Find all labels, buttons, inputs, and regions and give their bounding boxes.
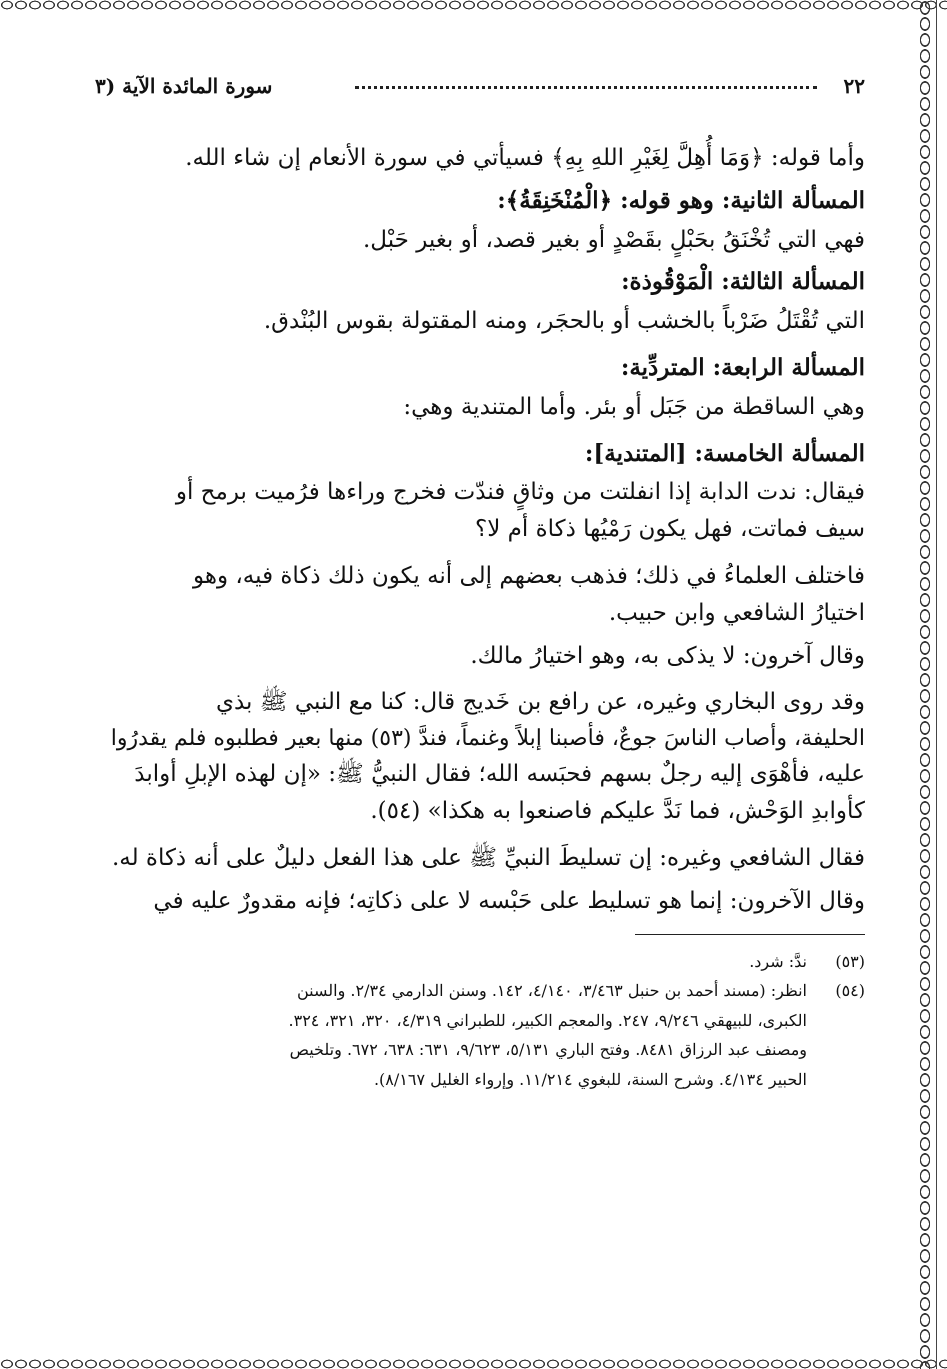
page-border-right: [919, 0, 931, 1369]
running-title: سورة المائدة الآية (٣: [95, 74, 273, 98]
text-line: فهي التي تُخْنَقُ بحَبْلٍ بقَصْدٍ أو بغير قصد، أو بغير حَبْل.: [363, 226, 865, 253]
section-heading: [95, 183, 865, 220]
text-line: وهي الساقطة من جَبَل أو بئر. وأما المتندية وهي:: [403, 393, 865, 420]
text-line: وأما قوله: ﴿وَمَا أُهِلَّ لِغَيْرِ اللهِ بِهِ﴾ فسيأتي في سورة الأنعام إن شاء الله.: [185, 145, 865, 171]
page-border-bottom: [0, 1359, 947, 1369]
book-page: [95, 60, 865, 1350]
text-line: المسألة الثالثة: الْمَوْقُوذة:: [621, 268, 865, 296]
footnote: [95, 947, 865, 977]
text-line: التي تُقْتَلُ ضَرْباً بالخشب أو بالحجَر، ومنه المقتولة بقوس البُنْدق.: [263, 308, 865, 335]
paragraph: [95, 638, 865, 675]
text-line: المسألة الخامسة: [المتندية]:: [584, 439, 865, 467]
page-number: ٢٢: [843, 74, 865, 98]
section-heading: [95, 264, 865, 301]
page-border-edge: [936, 0, 941, 1369]
text-line: عليه، فأهْوَى إليه رجلٌ بسهم فحبَسه الله؛ فقال النبيُّ ﷺ: «إن لهذه الإبلِ أوابدَ: [134, 761, 865, 788]
text-line: سيف فماتت، فهل يكون رَمْيُها ذكاة أم لا؟: [475, 516, 865, 543]
paragraph: [95, 140, 865, 177]
footnote-text: [95, 976, 807, 1094]
paragraph: [95, 684, 865, 830]
footnotes: [95, 947, 865, 1095]
section-heading: [95, 436, 865, 473]
footnote-text: [95, 947, 807, 977]
text-line: اختيارُ الشافعي وابن حبيب.: [608, 599, 865, 626]
footnote-line: انظر: (مسند أحمد بن حنبل ٣/٤٦٣، ٤/١٤٠، ١٤٢. وسنن الدارمي ٢/٣٤. والسنن: [296, 981, 807, 1001]
footnote-number: (٥٣): [835, 951, 865, 971]
dotted-leader: [355, 86, 817, 89]
paragraph: [95, 303, 865, 340]
section-heading: [95, 350, 865, 387]
paragraph: [95, 558, 865, 632]
text-line: فيقال: ندت الدابة إذا انفلتت من وثاقٍ فندّت فخرج وراءها فرُميت برمح أو: [175, 479, 865, 506]
main-text: [95, 140, 865, 920]
footnote-number: (٥٤): [835, 981, 865, 1001]
text-line: وقد روى البخاري وغيره، عن رافع بن خَديج قال: كنا مع النبي ﷺ بذي: [215, 689, 865, 716]
footnote-line: ندَّ: شرد.: [749, 951, 807, 971]
text-line: فاختلف العلماءُ في ذلك؛ فذهب بعضهم إلى أنه يكون ذلك ذكاة فيه، وهو: [192, 562, 865, 589]
text-line: المسألة الرابعة: المتردِّية:: [620, 353, 865, 381]
footnote-line: ومصنف عبد الرزاق ٨٤٨١. وفتح الباري ٥/١٣١، ٩/٦٢٣، ٦٣١: ٦٣٨، ٦٧٢. وتلخيص: [289, 1040, 807, 1060]
running-header: [95, 60, 865, 98]
paragraph: [95, 389, 865, 426]
text-line: وقال الآخرون: إنما هو تسليط على حَبْسه لا على ذكاتِه؛ فإنه مقدورٌ عليه في: [153, 887, 865, 914]
text-line: المسألة الثانية: وهو قوله: ﴿الْمُنْخَنِقَةُ﴾:: [497, 186, 865, 214]
paragraph: [95, 474, 865, 548]
text-line: كأوابدِ الوَحْش، فما نَدَّ عليكم فاصنعوا به هكذا» (٥٤).: [370, 798, 865, 825]
text-line: فقال الشافعي وغيره: إن تسليطَ النبيِّ ﷺ على هذا الفعل دليلٌ على أنه ذكاة له.: [111, 845, 865, 871]
paragraph: [95, 883, 865, 920]
paragraph: [95, 840, 865, 877]
text-line: الحليفة، وأصاب الناسَ جوعٌ، فأصبنا إبلاً وغنماً، فندَّ (٥٣) منها بعير فطلبوه فلم يقدرُوا: [110, 726, 865, 752]
footnote-line: الحبير ٤/١٣٤. وشرح السنة، للبغوي ١١/٢١٤. وإرواء الغليل ٨/١٦٧).: [373, 1069, 807, 1089]
footnote-separator: [635, 934, 865, 935]
text-line: وقال آخرون: لا يذكى به، وهو اختيارُ مالك.: [470, 642, 865, 669]
paragraph: [95, 222, 865, 259]
footnote-line: الكبرى، للبيهقي ٩/٢٤٦، ٢٤٧. والمعجم الكبير، للطبراني ٤/٣١٩، ٣٢٠، ٣٢١، ٣٢٤.: [288, 1010, 807, 1030]
footnote: [95, 976, 865, 1094]
page-border-top: [0, 0, 947, 10]
